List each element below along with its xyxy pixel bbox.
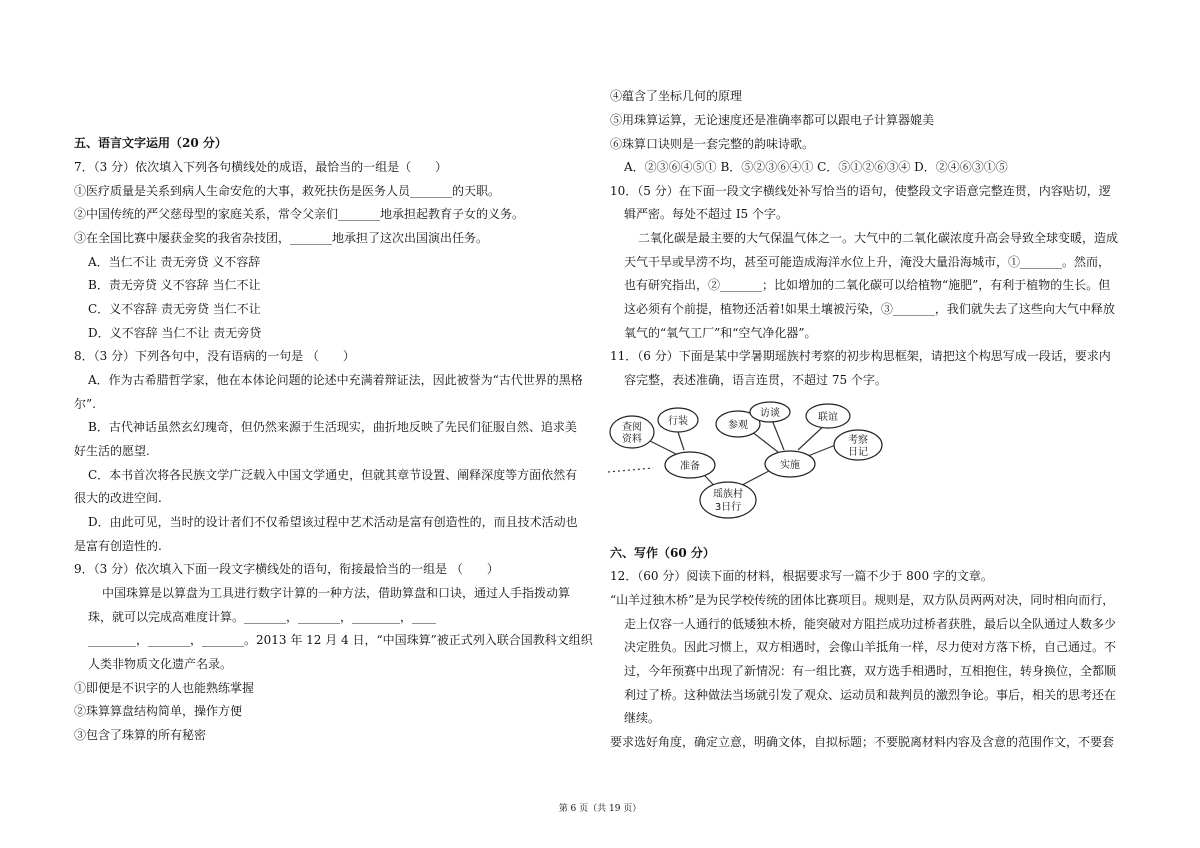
text-line: 决定胜负。因此习惯上，双方相遇时，会像山羊抵角一样，尽力使对方落下桥，自己通过。不 [624, 640, 1117, 654]
text-line: “山羊过独木桥”是为民学校传统的团体比赛项目。规则是，双方队员两两对决，同时相向而行， [610, 593, 1115, 607]
text-line: ③在全国比赛中屡获金奖的我省杂技团，_______地承担了这次出国演出任务。 [74, 231, 489, 245]
text-line: 是富有创造性的. [74, 539, 162, 553]
text-line: 这必须有个前提，植物还活着!如果土壤被污染，③_______，我们就失去了这些向大气中释放 [624, 302, 1115, 316]
text-line: A．当仁不让 责无旁贷 义不容辞 [88, 255, 261, 269]
text-line: 利过了桥。这种做法当场就引发了观众、运动员和裁判员的激烈争论。事后，相关的思考还在 [624, 688, 1117, 702]
text-line: ④蕴含了坐标几何的原理 [610, 89, 743, 103]
text-line: C．义不容辞 责无旁贷 当仁不让 [88, 302, 261, 316]
label-interview: 访谈 [760, 408, 780, 419]
text-line: B．古代神话虽然玄幻瑰奇，但仍然来源于生活现实，曲折地反映了先民们征服自然、追求美 [88, 420, 577, 434]
label-diary-1: 考察 [848, 435, 868, 446]
page-footer: 第 6 页（共 19 页） [558, 804, 642, 814]
text-line: 7．（3 分）依次填入下列各句横线处的成语，最恰当的一组是（ ） [74, 160, 448, 174]
text-line: ⑥珠算口诀则是一套完整的韵味诗歌。 [610, 137, 815, 151]
label-diary-2: 日记 [848, 447, 868, 458]
text-line: ________，_______，_______。2013 年 12 月 4 日，“中国珠算”被正式列入联合国教科文组织 [88, 633, 593, 647]
text-line: ⑤用珠算运算，无论速度还是准确率都可以跟电子计算器媲美 [610, 113, 935, 127]
text-line: 继续。 [624, 711, 661, 725]
label-implement: 实施 [780, 460, 800, 471]
text-line: ①即便是不识字的人也能熟练掌握 [74, 681, 255, 695]
text-line: 氧气的“氧气工厂”和“空气净化器”。 [624, 326, 817, 340]
label-research-2: 资料 [622, 434, 642, 445]
text-line: 过，今年预赛中出现了新情况：有一组比赛，双方选手相遇时，互相抱住，转身换位，全都顺 [624, 664, 1117, 678]
text-line: 很大的改进空间. [74, 491, 162, 505]
text-line: 12．（60 分）阅读下面的材料，根据要求写一篇不少于 800 字的文章。 [610, 569, 993, 583]
text-line: ②珠算算盘结构简单，操作方便 [74, 704, 243, 718]
label-root-1: 瑶族村 [713, 489, 743, 500]
text-line: ③包含了珠算的所有秘密 [74, 728, 207, 742]
text-line: 五、语言文字运用（20 分） [74, 136, 227, 150]
text-line: 也有研究指出，②_______；比如增加的二氧化碳可以给植物“施肥”，有利于植物的生长。但 [624, 278, 1111, 292]
label-root-2: 3日行 [714, 502, 742, 513]
mind-map-diagram [608, 400, 908, 522]
text-line: 中国珠算是以算盘为工具进行数字计算的一种方法，借助算盘和口诀，通过人手指拨动算 [102, 586, 571, 600]
label-visit: 参观 [728, 420, 748, 431]
text-line: 尔”. [74, 397, 96, 411]
text-line: 珠，就可以完成高难度计算。_______，_______，________，____ [88, 610, 437, 624]
text-line: B．责无旁贷 义不容辞 当仁不让 [88, 278, 261, 292]
text-line: 10．（5 分）在下面一段文字横线处补写恰当的语句，使整段文字语意完整连贯，内容贴切，逻 [610, 184, 1111, 198]
label-friendship: 联谊 [818, 412, 838, 423]
text-line: ①医疗质量是关系到病人生命安危的大事，救死扶伤是医务人员_______的天职。 [74, 184, 501, 198]
text-line: 8．（3 分）下列各句中，没有语病的一句是 （ ） [74, 349, 355, 363]
text-line: 辑严密。每处不超过 I5 个字。 [624, 207, 789, 221]
label-prepare: 准备 [680, 461, 700, 472]
text-line: ②中国传统的严父慈母型的家庭关系，常令父亲们_______地承担起教育子女的义务。 [74, 207, 525, 221]
text-line: 好生活的愿望. [74, 444, 150, 458]
text-line: 六、写作（60 分） [610, 546, 715, 560]
text-line: 人类非物质文化遗产名录。 [88, 657, 233, 671]
text-line: 11．（6 分）下面是某中学暑期瑶族村考察的初步构思框架，请把这个构思写成一段话，要求内 [610, 349, 1111, 363]
text-line: 容完整，表述准确，语言连贯，不超过 75 个字。 [624, 373, 887, 387]
text-line: A．②③⑥④⑤① B．⑤②③⑥④① C．⑤①②⑥③④ D．②④⑥③①⑤ [624, 160, 1008, 174]
text-line: 天气干旱或旱涝不均，甚至可能造成海洋水位上升，淹没大量沿海城市，①_______。然而， [624, 255, 1111, 269]
label-gear: 行装 [668, 416, 688, 427]
text-line: 走上仅容一人通行的低矮独木桥，能突破对方阻拦成功过桥者获胜，最后以全队通过人数多少 [624, 617, 1117, 631]
text-line: 9．（3 分）依次填入下面一段文字横线处的语句，衔接最恰当的一组是 （ ） [74, 562, 499, 576]
text-line: 二氧化碳是最主要的大气保温气体之一。大气中的二氧化碳浓度升高会导致全球变暖，造成 [638, 231, 1119, 245]
label-research-1: 查阅 [622, 422, 642, 433]
text-line: C．本书首次将各民族文学广泛载入中国文学通史，但就其章节设置、阐释深度等方面依然有 [88, 468, 578, 482]
text-line: D．由此可见，当时的设计者们不仅希望该过程中艺术活动是富有创造性的，而且技术活动也 [88, 515, 578, 529]
text-line: A．作为古希腊哲学家，他在本体论问题的论述中充满着辩证法，因此被誉为“古代世界的黑格 [88, 373, 583, 387]
text-line: D．义不容辞 当仁不让 责无旁贷 [88, 326, 262, 340]
text-line: 要求选好角度，确定立意，明确文体，自拟标题；不要脱离材料内容及含意的范围作文，不要套 [610, 735, 1115, 749]
